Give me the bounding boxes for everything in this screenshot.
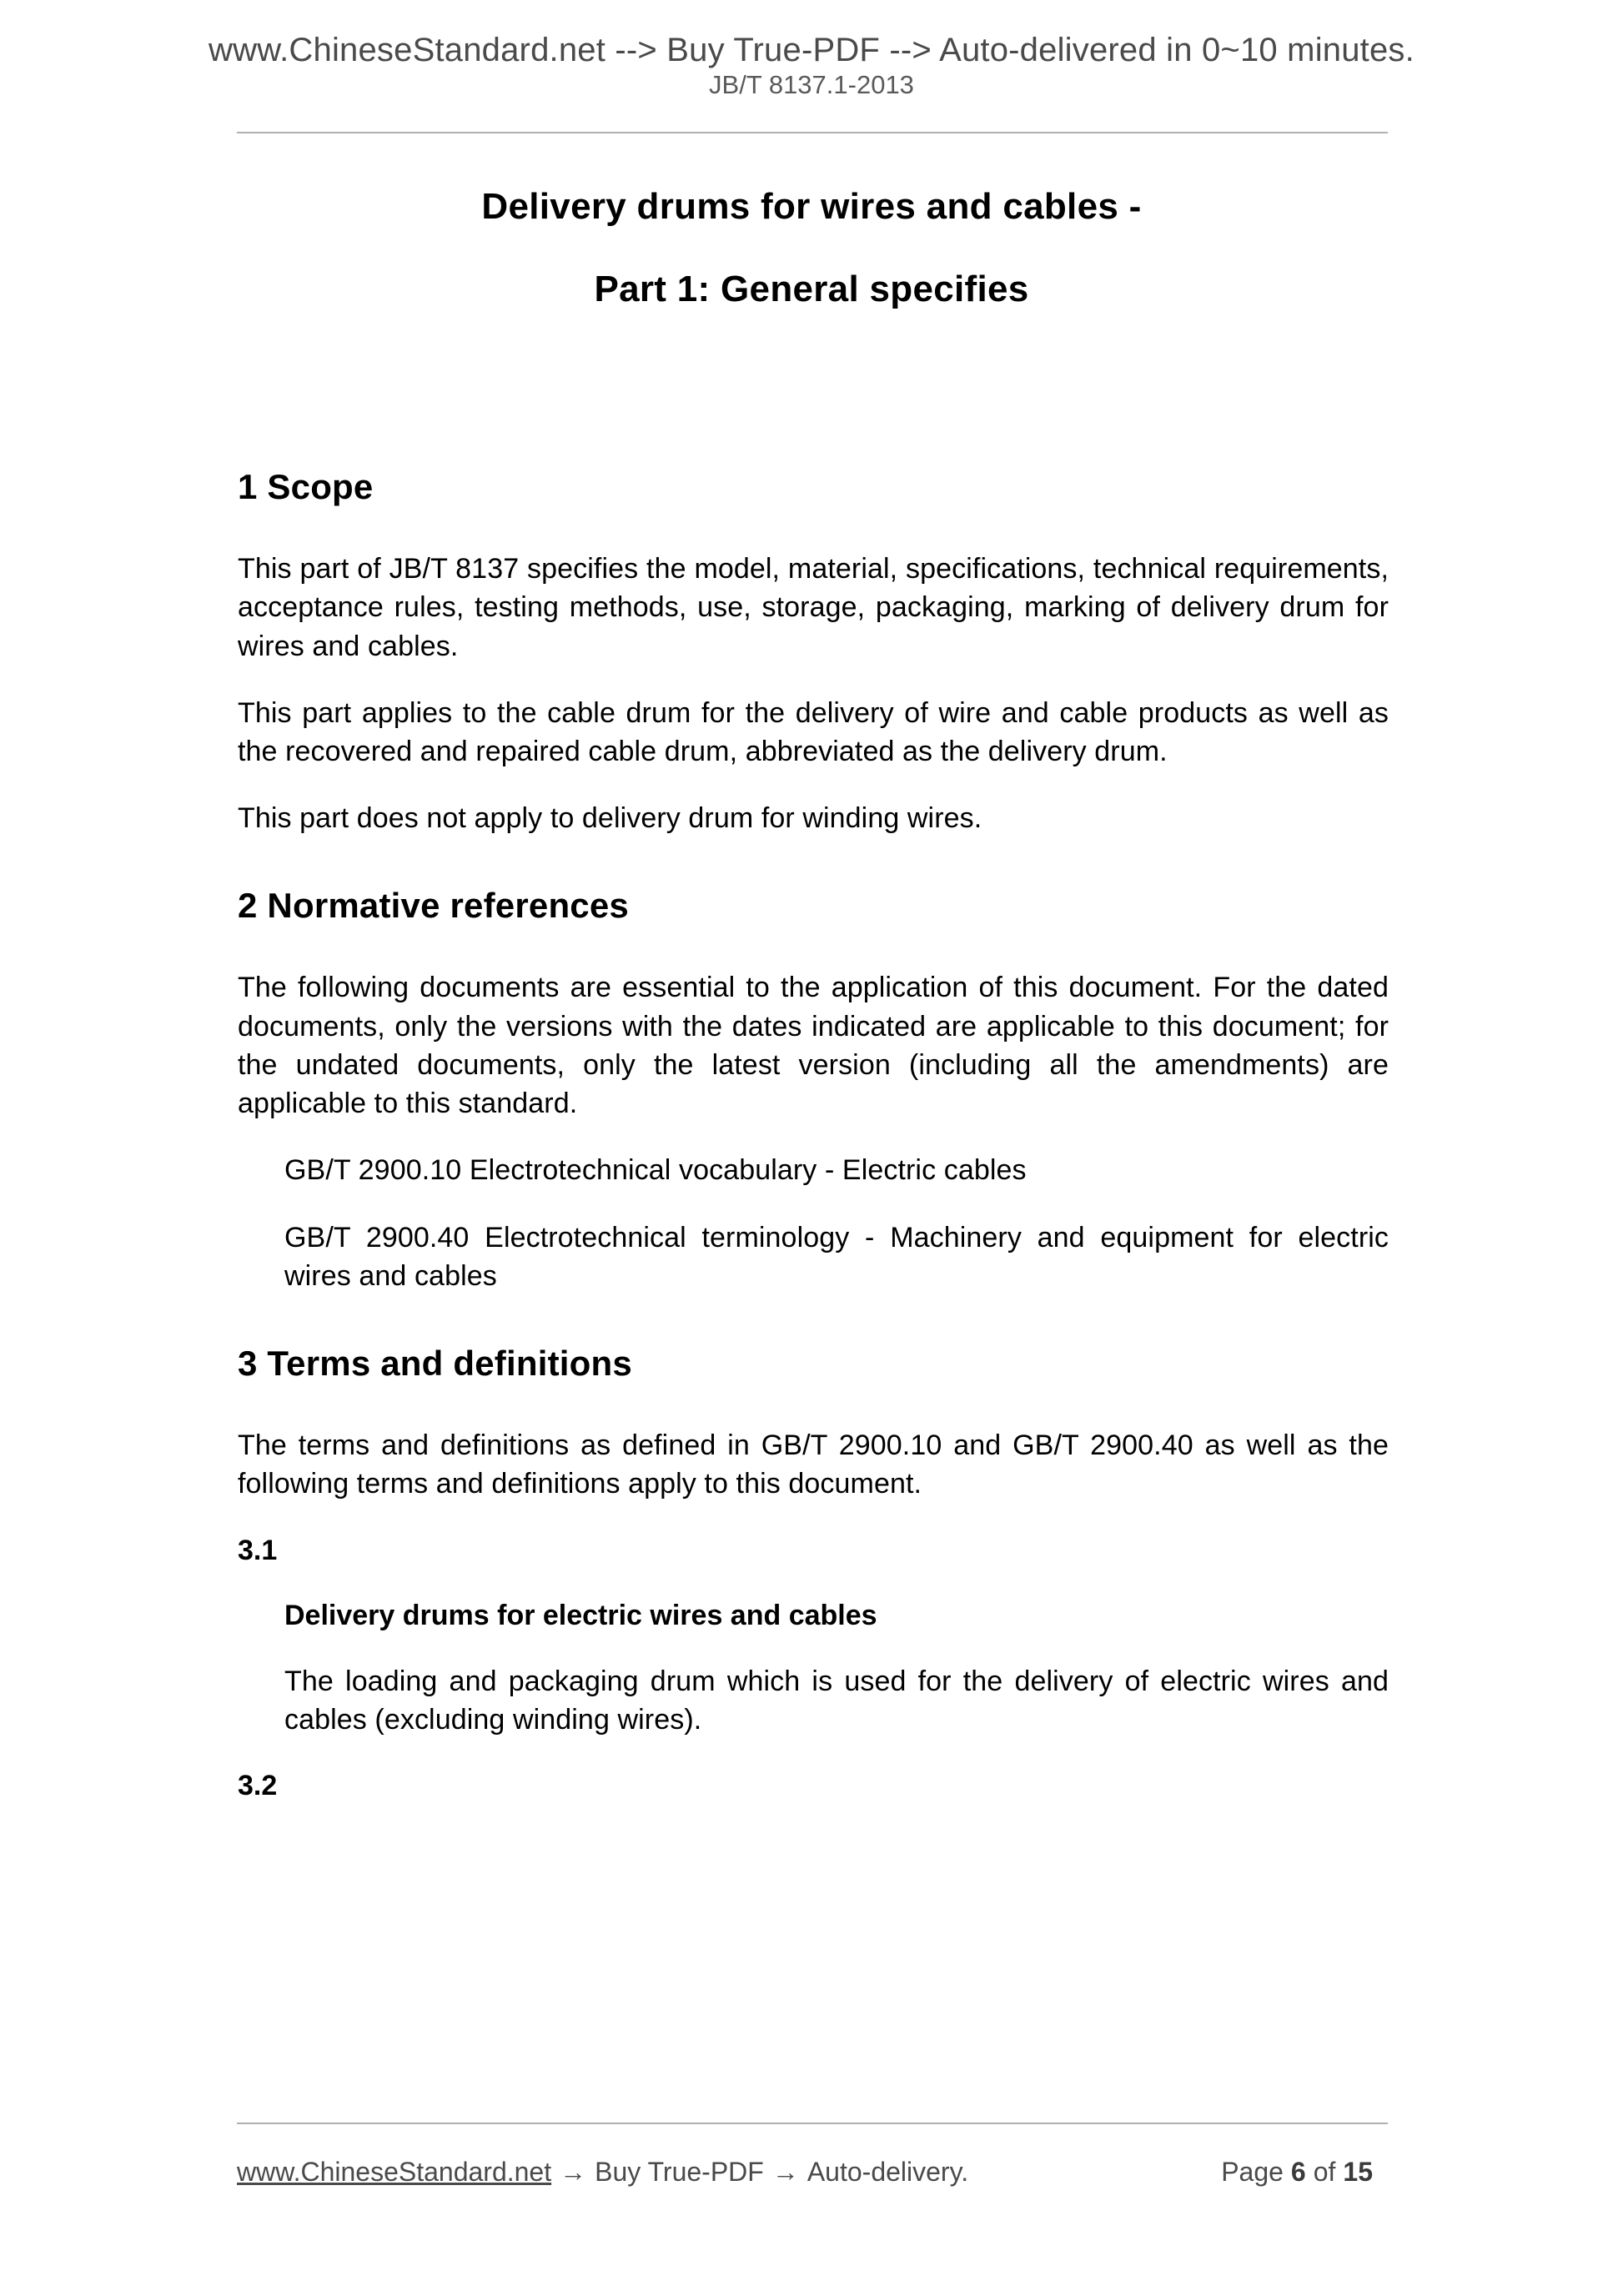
normative-reference-item: GB/T 2900.40 Electrotechnical terminology - Machinery and equipment for electric wires and cables: [284, 1221, 1389, 1292]
spacer: [238, 771, 1389, 799]
header-divider: [237, 132, 1388, 133]
heading-normative-references: 2 Normative references: [238, 886, 629, 926]
scope-paragraph-3: This part does not apply to delivery drum for winding wires.: [238, 802, 982, 835]
footer-url-link[interactable]: www.ChineseStandard.net: [237, 2157, 552, 2187]
spacer: [238, 1739, 1389, 1767]
spacer: [238, 666, 1389, 694]
spacer: [238, 837, 1389, 886]
page-footer: [237, 2156, 1388, 2188]
normative-paragraph-1: The following documents are essential to the application of this document. For the dated documents, only the versions with the dates indicated are applicable to this document; for the undated documents, only the latest version (including all the amendments) are applicable to this standard.: [238, 972, 1389, 1120]
header-standard-number: JB/T 8137.1-2013: [709, 69, 914, 99]
footer-divider: [237, 2123, 1388, 2124]
footer-delivery-label: Auto-delivery.: [806, 2157, 969, 2187]
heading-terms-and-definitions: 3 Terms and definitions: [238, 1344, 632, 1384]
page-label: Page: [1221, 2157, 1284, 2187]
page-title: [0, 188, 1623, 308]
spacer: [238, 1634, 1389, 1662]
page-total: 15: [1343, 2157, 1373, 2187]
scope-paragraph-1: This part of JB/T 8137 specifies the model, material, specifications, technical requirements, acceptance rules, testing methods, use, storage, packaging, marking of delivery drum for wires and cables.: [238, 553, 1389, 662]
right-arrow-icon: →: [560, 2157, 587, 2187]
term-definition-3-1: The loading and packaging drum which is used for the delivery of electric wires and cables (excluding winding wires).: [284, 1665, 1389, 1736]
title-line-1: Delivery drums for wires and cables -: [481, 186, 1142, 227]
document-body: [238, 467, 1389, 1805]
page-of-label: of: [1313, 2157, 1336, 2187]
spacer: [238, 506, 1389, 550]
normative-reference-list: [284, 1151, 1389, 1295]
terms-paragraph-1: The terms and definitions as defined in GB/T 2900.10 and GB/T 2900.40 as well as the following terms and definitions apply to this document.: [238, 1429, 1389, 1500]
right-arrow-icon: →: [771, 2157, 799, 2187]
spacer: [238, 1383, 1389, 1426]
spacer: [238, 1569, 1389, 1597]
page-number-indicator: [1221, 2156, 1388, 2188]
header-promo-text: www.ChineseStandard.net --> Buy True-PDF --> Auto-delivered in 0~10 minutes.: [209, 32, 1414, 68]
spacer: [238, 925, 1389, 968]
footer-promo: [237, 2156, 968, 2188]
spacer: [238, 1295, 1389, 1344]
scope-paragraph-2: This part applies to the cable drum for the delivery of wire and cable products as well as the recovered and repaired cable drum, abbreviated as the delivery drum.: [238, 696, 1389, 767]
spacer: [284, 1190, 1389, 1218]
spacer: [238, 1123, 1389, 1151]
spacer: [238, 1504, 1389, 1532]
clause-number-3-2: 3.2: [238, 1770, 278, 1802]
page-header: [0, 32, 1623, 99]
clause-number-3-1: 3.1: [238, 1534, 278, 1566]
term-definition-block-3-1: [284, 1662, 1389, 1739]
normative-reference-item: GB/T 2900.10 Electrotechnical vocabulary - Electric cables: [284, 1154, 1027, 1187]
title-line-2: Part 1: General specifies: [594, 269, 1029, 309]
heading-scope: 1 Scope: [238, 467, 374, 506]
page-current: 6: [1290, 2157, 1306, 2187]
footer-buy-label: Buy True-PDF: [595, 2157, 764, 2187]
term-title-3-1: Delivery drums for electric wires and cables: [284, 1599, 877, 1631]
